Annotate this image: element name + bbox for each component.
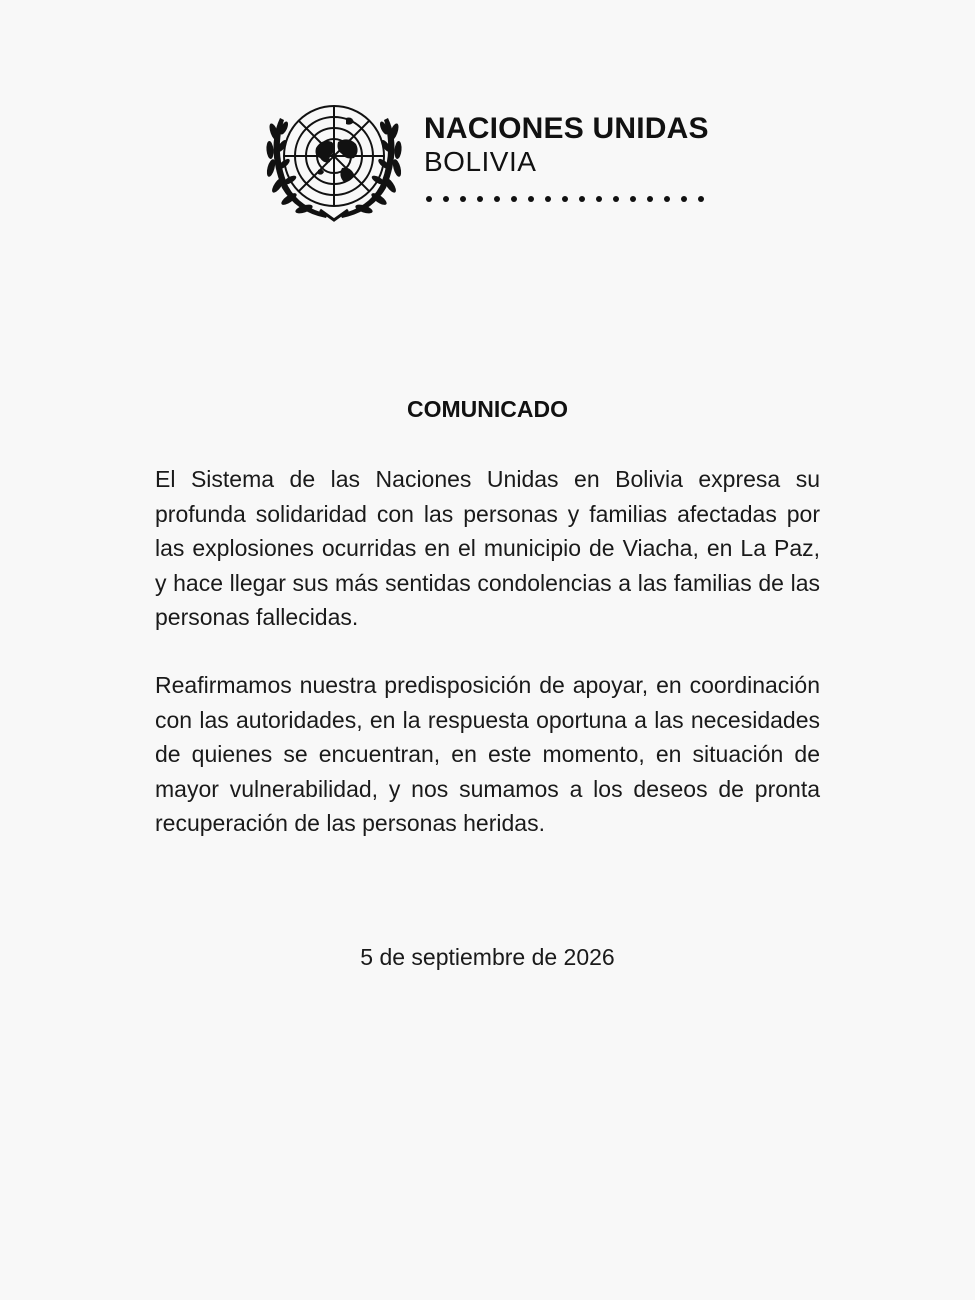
dotted-divider <box>426 196 715 202</box>
document-title: COMUNICADO <box>407 396 568 422</box>
document-date: 5 de septiembre de 2026 <box>360 944 615 970</box>
org-country: BOLIVIA <box>424 146 537 177</box>
paragraph: El Sistema de las Naciones Unidas en Bolivia expresa su profunda solidaridad con las personas y familias afectadas por las explosiones ocurridas en el municipio de Viacha, en La Paz, y hace llegar sus más sentidas condolencias a las familias de las personas fallecidas. <box>155 466 820 630</box>
paragraph: Reafirmamos nuestra predisposición de apoyar, en coordinación con las autoridades, en la respuesta oportuna a las necesidades de quienes se encuentran, en este momento, en situación de mayor vulnerabilidad, y nos sumamos a los deseos de pronta recuperación de las personas heridas. <box>155 672 820 836</box>
un-emblem-icon <box>258 98 410 224</box>
org-name: NACIONES UNIDAS <box>424 112 709 145</box>
header <box>258 98 728 228</box>
